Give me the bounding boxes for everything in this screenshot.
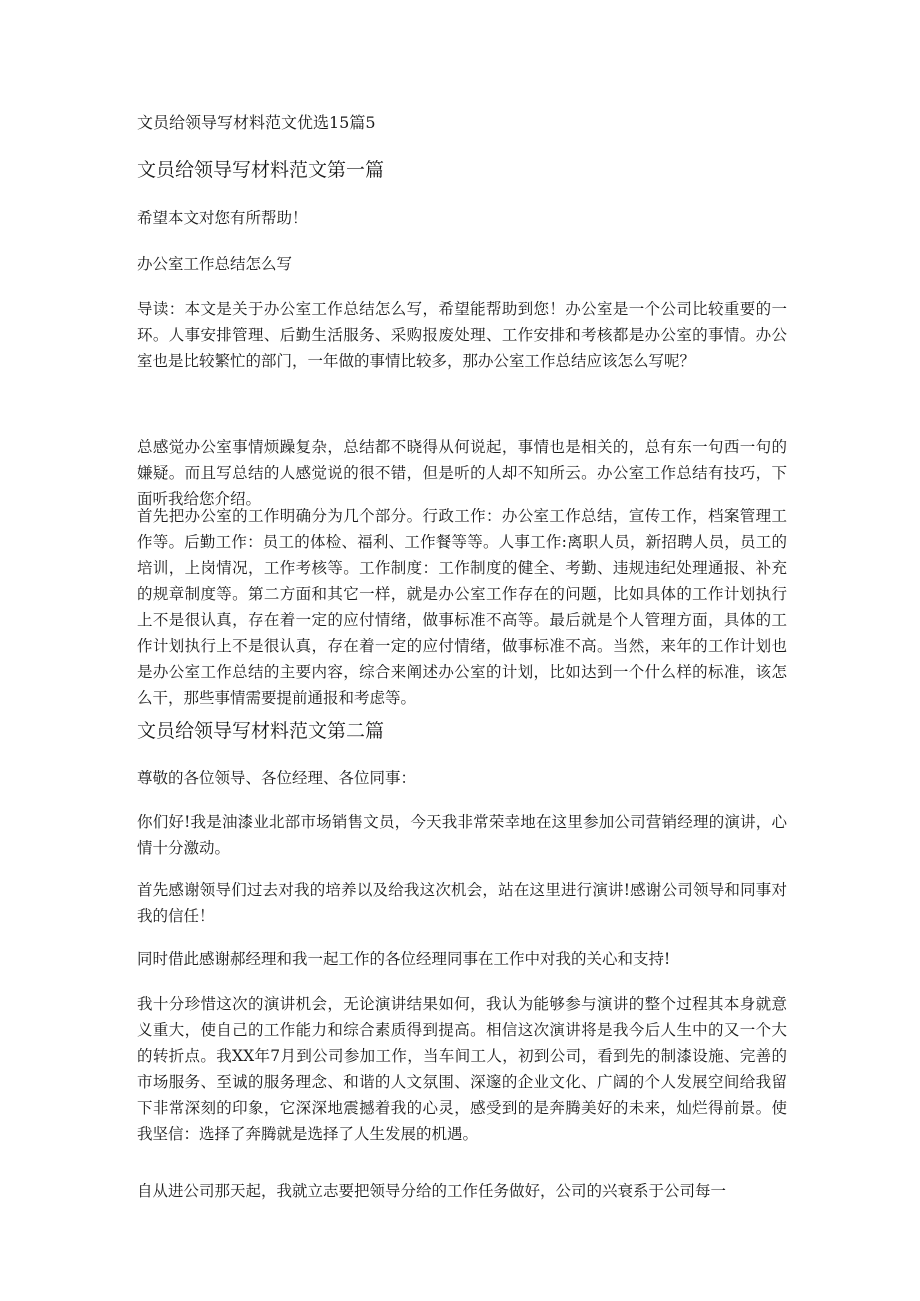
paragraph: 总感觉办公室事情烦躁复杂，总结都不晓得从何说起，事情也是相关的，总有东一句西一句的嫌疑。而且写总结的人感觉说的很不错，但是听的人却不知所云。办公室工作总结有技巧，下面听我给您介绍。 (137, 438, 787, 508)
section-heading-2: 文员给领导写材料范文第二篇 (137, 720, 385, 742)
section-heading-1: 文员给领导写材料范文第一篇 (137, 159, 385, 181)
paragraph: 你们好!我是油漆业北部市场销售文员，今天我非常荣幸地在这里参加公司营销经理的演讲，心情十分激动。 (137, 813, 787, 857)
document-title: 文员给领导写材料范文优选15篇5 (137, 113, 376, 132)
paragraph: 办公室工作总结怎么写 (137, 255, 293, 273)
paragraph: 我十分珍惜这次的演讲机会，无论演讲结果如何，我认为能够参与演讲的整个过程其本身就意义重大，使自己的工作能力和综合素质得到提高。相信这次演讲将是我今后人生中的又一个大的转折点。我XX年7月到公司参加工作，当车间工人，初到公司，看到先的制漆设施、完善的市场服务、至诚的服务理念、和谐的人文氛围、深邃的企业文化、广阔的个人发展空间给我留下非常深刻的印象，它深深地震撼着我的心灵，感受到的是奔腾美好的未来，灿烂得前景。使我坚信：选择了奔腾就是选择了人生发展的机遇。 (137, 995, 787, 1143)
paragraph: 导读：本文是关于办公室工作总结怎么写，希望能帮助到您！办公室是一个公司比较重要的一环。人事安排管理、后勤生活服务、采购报废处理、工作安排和考核都是办公室的事情。办公室也是比较繁忙的部门，一年做的事情比较多，那办公室工作总结应该怎么写呢？ (137, 300, 787, 370)
paragraph: 希望本文对您有所帮助！ (137, 209, 308, 227)
paragraph: 尊敬的各位领导、各位经理、各位同事： (137, 769, 417, 787)
paragraph: 首先感谢领导们过去对我的培养以及给我这次机会，站在这里进行演讲!感谢公司领导和同事对我的信任！ (137, 881, 787, 925)
paragraph: 自从进公司那天起，我就立志要把领导分给的工作任务做好，公司的兴衰系于公司每一 (137, 1182, 727, 1200)
paragraph: 首先把办公室的工作明确分为几个部分。行政工作：办公室工作总结，宣传工作，档案管理工作等。后勤工作：员工的体检、福利、工作餐等等。人事工作:离职人员，新招聘人员，员工的培训，上岗情况，工作考核等。工作制度：工作制度的健全、考勤、违规违纪处理通报、补充的规章制度等。第二方面和其它一样，就是办公室工作存在的问题，比如具体的工作计划执行上不是很认真，存在着一定的应付情绪，做事标准不高等。最后就是个人管理方面，具体的工作计划执行上不是很认真，存在着一定的应付情绪，做事标准不高。当然，来年的工作计划也是办公室工作总结的主要内容，综合来阐述办公室的计划，比如达到一个什么样的标准，该怎么干，那些事情需要提前通报和考虑等。 (137, 507, 787, 707)
paragraph: 同时借此感谢郝经理和我一起工作的各位经理同事在工作中对我的关心和支持! (137, 950, 671, 968)
